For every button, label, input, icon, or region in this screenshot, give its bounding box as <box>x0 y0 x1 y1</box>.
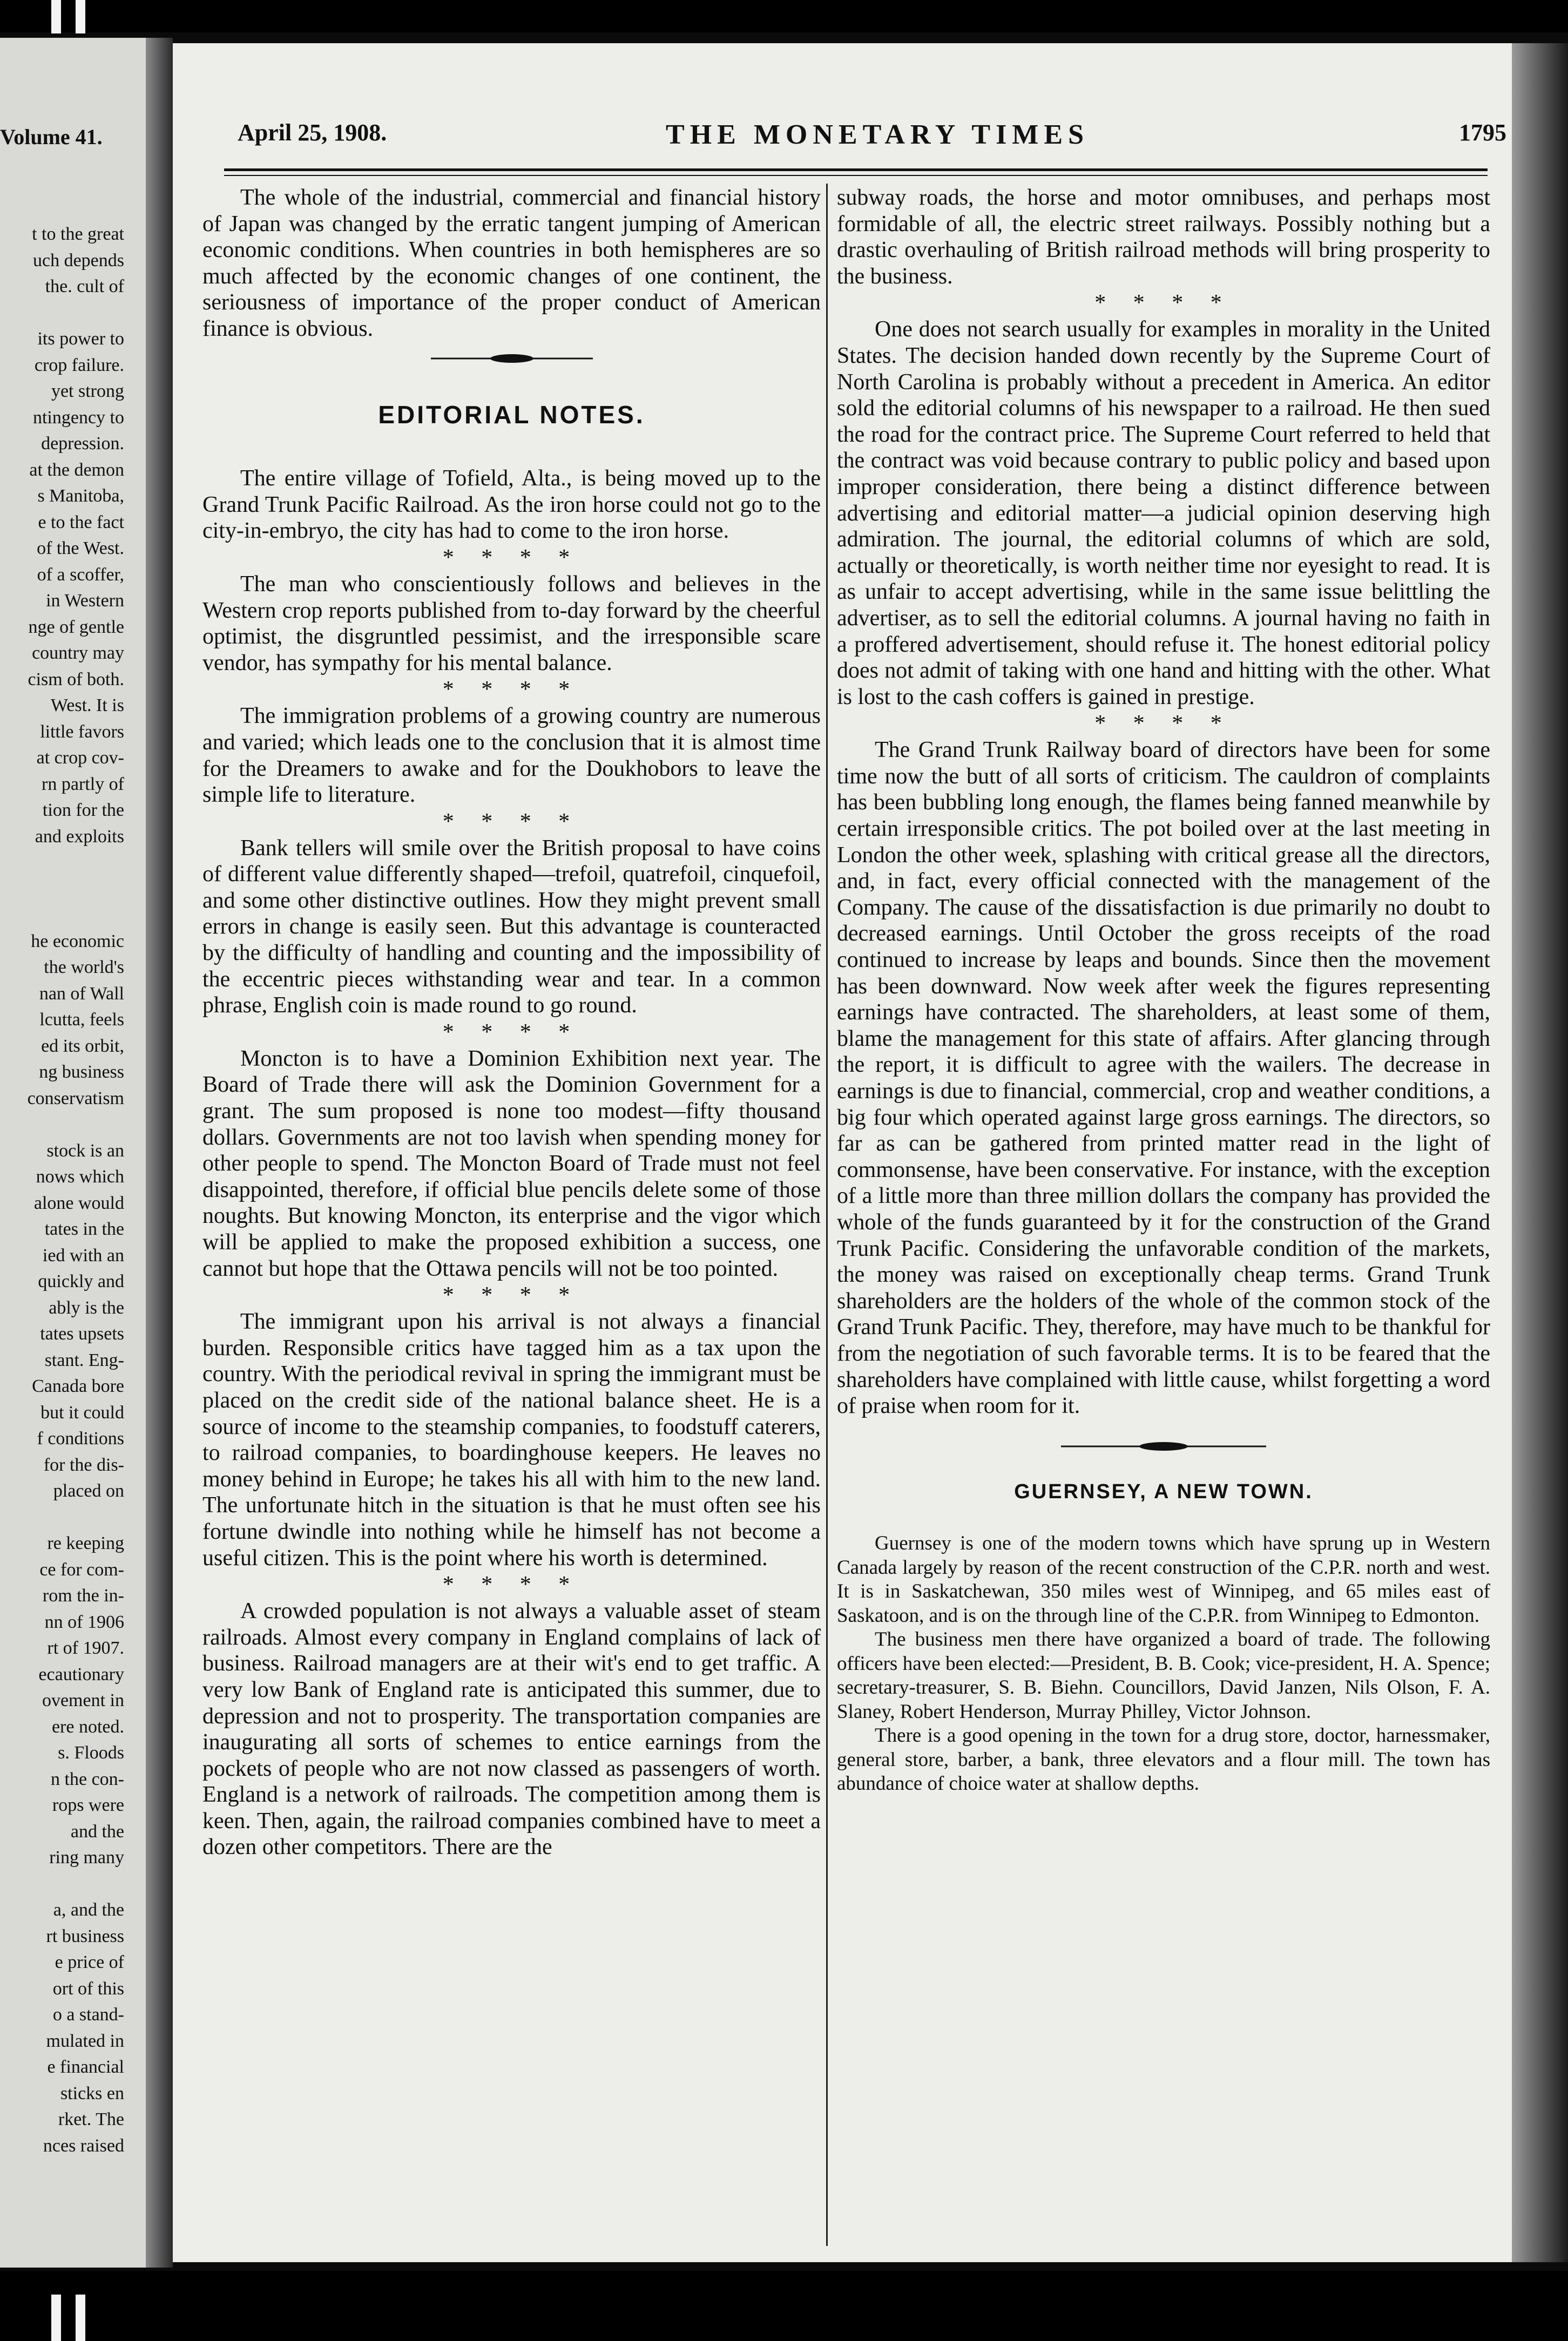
facing-page-line: the world's <box>44 957 124 977</box>
facing-page-line: West. It is <box>50 695 124 715</box>
editorial-paragraph: Moncton is to have a Dominion Exhibition next year. The Board of Trade there will ask the Dominion Government for a grant. The sum proposed is none too modest—fifty thousand dollars. Governments are not too lavish when spending money for other people to spend. The Moncton Board of Trade must not feel disappointed, therefore, if official blue pencils delete some of those noughts. But knowing Moncton, its enterprise and the vigor which will be applied to make the proposed exhibition a success, one cannot but hope that the Ottawa pencils will not be too pointed. <box>202 1046 821 1281</box>
facing-page-line: tates in the <box>44 1219 124 1239</box>
facing-page-line: the. cult of <box>45 276 124 296</box>
column-divider <box>826 184 828 2246</box>
facing-page-line: ring many <box>49 1848 124 1868</box>
facing-page-line: yet strong <box>51 381 124 401</box>
issue-date: April 25, 1908. <box>238 119 387 146</box>
editorial-paragraph: The man who conscientiously follows and believes in the Western crop reports published from to-day forward by the cheerful optimist, the disgruntled pessimist, and the irresponsible scare vendor, has sympathy for his mental balance. <box>202 571 821 675</box>
film-sprocket-bottom-right <box>76 2295 85 2341</box>
facing-page-line: in Western <box>46 591 124 611</box>
ornament-divider <box>431 353 593 364</box>
facing-page-line <box>0 850 146 876</box>
section-stars: * * * * <box>1094 711 1233 736</box>
film-sprocket-bottom-left <box>51 2295 61 2341</box>
facing-page-line: Canada bore <box>32 1376 124 1396</box>
facing-page-line: rom the in- <box>42 1586 124 1606</box>
facing-page-line <box>0 876 146 903</box>
facing-page-line: at the demon <box>29 459 124 480</box>
film-sprocket-top-left <box>51 0 61 33</box>
facing-page-line: ere noted. <box>51 1716 124 1737</box>
header-rule-thick <box>224 168 1488 171</box>
facing-page-line: alone would <box>33 1193 124 1213</box>
facing-page-line: of a scoffer, <box>37 564 124 585</box>
facing-page-line: ntingency to <box>32 407 124 428</box>
facing-page-line: s Manitoba, <box>37 486 124 506</box>
guernsey-article-title: GUERNSEY, A NEW TOWN. <box>1014 1480 1313 1503</box>
facing-page-line <box>0 1112 146 1138</box>
facing-page-line: o a stand- <box>52 2005 124 2025</box>
facing-page-fragment <box>0 38 146 2268</box>
facing-page-line: conservatism <box>27 1088 124 1108</box>
facing-page-line: re keeping <box>47 1533 124 1553</box>
continued-paragraph: subway roads, the horse and motor omnibuses, and perhaps most formidable of all, the electric street railways. Possibly nothing but a drastic overhauling of British railroad methods will bring prosperity to the business. <box>837 185 1490 289</box>
editorial-paragraph: The entire village of Tofield, Alta., is being moved up to the Grand Trunk Pacific Railroad. As the iron horse could not go to the city-in-embryo, the city has had to come to the iron horse. <box>202 466 821 544</box>
facing-page-line: rket. The <box>58 2109 124 2129</box>
masthead-title: THE MONETARY TIMES <box>666 119 1089 150</box>
article-paragraph: There is a good opening in the town for a drug store, doctor, harnessmaker, general store, barber, a bank, three elevators and a flour mill. The town has abundance of choice water at shallow depths. <box>837 1724 1490 1795</box>
editorial-paragraph: Bank tellers will smile over the British proposal to have coins of different value differently shaped—trefoil, quatrefoil, cinquefoil, and some other distinctive outlines. How they might prevent small errors in change is easily seen. But this advantage is counteracted by the difficulty of handling and counting and the impossibility of the eccentric pieces withstanding wear and tear. In a common phrase, English coin is made round to go round. <box>202 835 821 1018</box>
ornament-divider <box>1061 1441 1266 1452</box>
facing-page-line: uch depends <box>32 250 124 270</box>
facing-page-line: ce for com- <box>39 1559 124 1580</box>
facing-page-line: ovement in <box>42 1690 124 1710</box>
facing-page-line: t to the great <box>32 224 124 244</box>
intro-paragraph: The whole of the industrial, commercial and financial history of Japan was changed by the erratic tangent jumping of American economic conditions. When countries in both hemispheres are so much affected by the economic changes of one continent, the seriousness of importance of the proper conduct of American finance is obvious. <box>202 185 821 341</box>
facing-page-line: for the dis- <box>43 1454 124 1475</box>
facing-page-line: rt of 1907. <box>47 1638 124 1658</box>
facing-page-line: ably is the <box>49 1297 124 1318</box>
facing-page-line: n the con- <box>51 1769 124 1789</box>
facing-page-line: little favors <box>40 721 124 742</box>
facing-page-line <box>0 1871 146 1898</box>
film-sprocket-top-right <box>76 0 85 33</box>
facing-page-line: of the West. <box>37 538 124 558</box>
facing-page-line: quickly and <box>38 1271 124 1291</box>
facing-page-line: s. Floods <box>58 1743 124 1763</box>
facing-page-line: he economic <box>31 931 124 951</box>
section-stars: * * * * <box>442 1572 581 1598</box>
facing-page-line: ecautionary <box>38 1664 124 1684</box>
page-number: 1795 <box>1459 119 1506 146</box>
film-strip-top <box>0 0 1568 32</box>
facing-page-line: ng business <box>39 1062 124 1082</box>
editorial-paragraph: The immigration problems of a growing country are numerous and varied; which leads one to the conclusion that it is almost time for the Dreamers to awake and for the Doukhobors to leave the simple life to literature. <box>202 703 821 808</box>
editorial-paragraph: The Grand Trunk Railway board of directors have been for some time now the butt of all sorts of criticism. The cauldron of complaints has been bubbling long enough, the flames being fanned meanwhile by certain irresponsible critics. The pot boiled over at the last meeting in London the other week, splashing with critical grease all the directors, and, in fact, every official connected with the management of the Company. The cause of the dissatisfaction is due primarily no doubt to decreased earnings. Until October the gross receipts of the road continued to increase by leaps and bounds. Since then the movement has been downward. Now week after week the figures representing earnings have contracted. The shareholders, at least some of them, blame the management for this state of affairs. After glancing through the report, it is difficult to agree with the wailers. The decrease in earnings is due to financial, commercial, crop and weather conditions, a big four which operated against large gross earnings. The directors, so far as can be gathered from printed matter read in the light of commonsense, have been conservative. For instance, with the exception of a little more than three million dollars the company has provided the whole of the funds guaranteed by it for the construction of the Grand Trunk Pacific. Considering the unfavorable condition of the markets, the money was raised on exceptionally cheap terms. Grand Trunk shareholders are the holders of the whole of the common stock of the Grand Trunk Pacific. They, therefore, may have much to be thankful for from the negotiation of such favorable terms. It is to be feared that the shareholders have complained with little cause, whilst forgetting a word of praise when room for it. <box>837 738 1490 1419</box>
facing-page-line: but it could <box>40 1402 124 1423</box>
editorial-paragraph: A crowded population is not always a valuable asset of steam railroads. Almost every company in England complains of lack of business. Railroad managers are at their wit's end to get traffic. A very low Bank of England rate is anticipated this summer, due to depression and not to prosperity. The transportation companies are inaugurating all sorts of schemes to entice earnings from the pockets of people who are not now classed as passengers of worth. England is a network of railroads. The competition among them is keen. Then, again, the railroad companies combined have to meet a dozen other competitors. There are the <box>202 1599 821 1860</box>
facing-page-line: tates upsets <box>40 1324 124 1344</box>
editorial-paragraph: The immigrant upon his arrival is not always a financial burden. Responsible critics have tagged him as a tax upon the country. With the periodical revival in spring the immigrant must be placed on the credit side of the national balance sheet. He is a source of income to the steamship companies, to foodstuff caterers, to railroad companies, to boardinghouse keepers. He leaves no money behind in Europe; he takes his all with him to the new land. The unfortunate hitch in the situation is that he must often see his fortune dwindle into nothing while he himself has not become a useful citizen. This is the point where his worth is determined. <box>202 1309 821 1571</box>
facing-page-line: nows which <box>36 1167 124 1187</box>
facing-page-line: placed on <box>53 1481 124 1501</box>
facing-page-line: rt business <box>46 1926 124 1946</box>
facing-page-line: rops were <box>52 1795 124 1815</box>
newspaper-page <box>173 43 1512 2262</box>
facing-page-line <box>0 902 146 929</box>
facing-page-line: nge of gentle <box>28 617 124 637</box>
guernsey-article <box>837 1532 1490 1796</box>
facing-page-line: cism of both. <box>28 669 124 689</box>
facing-page-line: and exploits <box>35 826 124 847</box>
facing-page-line: e to the fact <box>38 512 124 532</box>
facing-page-line <box>0 1505 146 1531</box>
facing-page-line: f conditions <box>37 1429 124 1449</box>
section-stars: * * * * <box>442 677 581 702</box>
facing-page-line: sticks en <box>60 2083 124 2103</box>
book-gutter <box>146 38 173 2268</box>
section-stars: * * * * <box>1094 290 1233 316</box>
article-paragraph: The business men there have organized a board of trade. The following officers have been elected:—President, B. B. Cook; vice-president, H. A. Spence; secretary-treasurer, S. B. Biehn. Councillors, David Janzen, Nils Olson, F. A. Slaney, Robert Henderson, Murray Philley, Victor Johnson. <box>837 1628 1490 1723</box>
facing-page-line: at crop cov- <box>36 748 124 768</box>
facing-page-line: e price of <box>55 1952 124 1972</box>
facing-page-line <box>0 300 146 327</box>
editorial-paragraph: One does not search usually for examples in morality in the United States. The decision handed down recently by the Supreme Court of North Carolina is probably without a precedent in America. An editor sold the editorial columns of his newspaper to a railroad. He then sued the road for the contract price. The Supreme Court referred to held that the contract was void because contrary to public policy and based upon improper consideration, there being a distinct difference between advertising and editorial matter—a judicial opinion deserving high admiration. The journal, the editorial columns of which are sold, actually or theoretically, is worth neither time nor eyesight to read. It is as unfair to accept advertising, while in the same issue belittling the advertiser, as to sell the editorial columns. A journal having no faith in a proffered advertisement, should refuse it. The honest editorial policy does not admit of taking with one hand and hitting with the other. What is lost to the cash coffers is gained in prestige. <box>837 317 1490 709</box>
section-title: EDITORIAL NOTES. <box>378 400 645 429</box>
page-edge-shadow <box>1512 43 1568 2262</box>
section-stars: * * * * <box>442 809 581 834</box>
facing-page-text <box>0 221 146 2159</box>
column-right <box>837 185 1490 1796</box>
film-strip-bottom <box>0 2271 1568 2341</box>
facing-page-running-head: Volume 41. <box>0 125 103 149</box>
facing-page-line: a, and the <box>53 1900 124 1920</box>
facing-page-line: stant. Eng- <box>44 1350 124 1370</box>
facing-page-line: e financial <box>47 2057 124 2077</box>
page-header <box>238 119 1517 162</box>
section-stars: * * * * <box>442 1019 581 1045</box>
column-left <box>202 185 821 1860</box>
facing-page-line: country may <box>32 643 124 663</box>
facing-page-line: ed its orbit, <box>41 1036 124 1056</box>
facing-page-line: tion for the <box>42 800 124 820</box>
facing-page-line: mulated in <box>46 2031 124 2051</box>
facing-page-line: ied with an <box>42 1245 124 1266</box>
section-stars: * * * * <box>442 1283 581 1308</box>
header-rule-thin <box>224 175 1488 176</box>
facing-page-line: crop failure. <box>34 355 124 375</box>
facing-page-line: its power to <box>37 329 124 349</box>
facing-page-line: nces raised <box>43 2135 124 2156</box>
section-stars: * * * * <box>442 545 581 570</box>
facing-page-line: stock is an <box>46 1140 124 1161</box>
facing-page-line: ort of this <box>52 1978 124 1999</box>
article-paragraph: Guernsey is one of the modern towns which have sprung up in Western Canada largely by reason of the recent construction of the C.P.R. north and west. It is in Saskatchewan, 350 miles west of Winnipeg, and 65 miles east of Saskatoon, and is on the through line of the C.P.R. from Winnipeg to Edmonton. <box>837 1532 1490 1627</box>
facing-page-line: lcutta, feels <box>39 1010 124 1030</box>
facing-page-line: and the <box>70 1821 124 1842</box>
facing-page-line: nan of Wall <box>39 983 124 1004</box>
facing-page-line: depression. <box>41 434 124 454</box>
facing-page-line: rn partly of <box>42 774 124 794</box>
facing-page-line: nn of 1906 <box>44 1612 124 1632</box>
